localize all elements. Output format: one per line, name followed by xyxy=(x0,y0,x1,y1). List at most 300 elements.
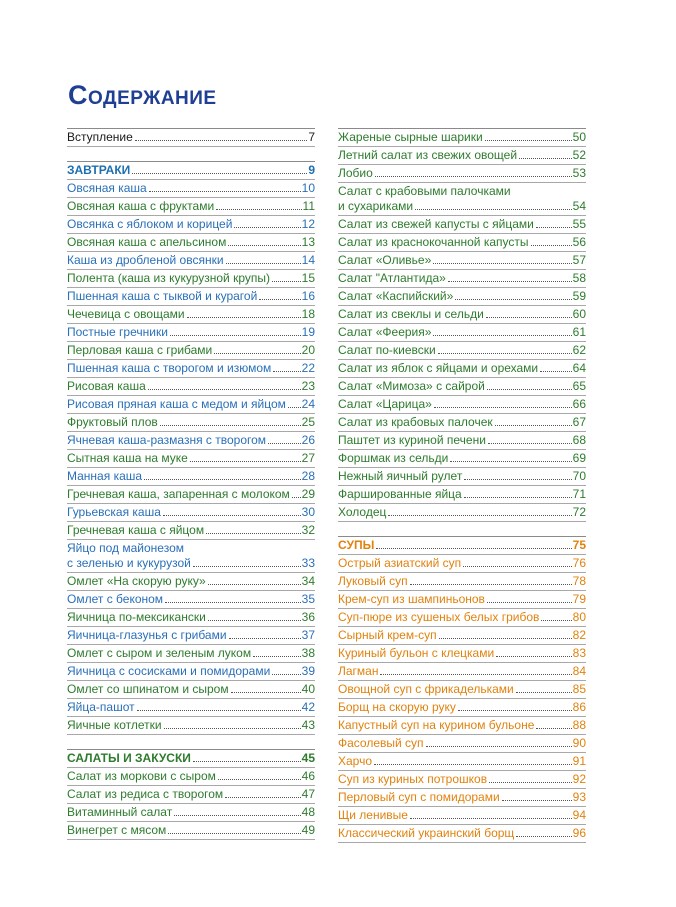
dot-leader xyxy=(463,566,571,567)
toc-page-number: 23 xyxy=(301,379,315,393)
toc-page-number: 34 xyxy=(301,574,315,588)
dot-leader xyxy=(540,371,572,372)
toc-entry-title-line: Салат с крабовыми палочками xyxy=(338,184,511,198)
dot-leader xyxy=(426,746,572,747)
toc-page-number: 78 xyxy=(572,574,586,588)
toc-section-heading[interactable] xyxy=(67,750,315,768)
toc-page-number: 49 xyxy=(301,823,315,837)
toc-entry-title: Яичница с сосисками и помидорами xyxy=(67,664,271,678)
toc-entry-title: Гурьевская каша xyxy=(67,505,161,519)
toc-entry[interactable] xyxy=(338,789,586,807)
toc-entry[interactable] xyxy=(67,681,315,699)
toc-page-number: 84 xyxy=(572,664,586,678)
toc-entry[interactable] xyxy=(338,396,586,414)
toc-entry-title: Холодец xyxy=(338,505,387,519)
toc-entry[interactable] xyxy=(338,378,586,396)
toc-page-number: 40 xyxy=(301,682,315,696)
toc-page-number: 71 xyxy=(572,487,586,501)
toc-entry[interactable] xyxy=(338,609,586,627)
toc-entry-title: Яйца-пашот xyxy=(67,700,135,714)
toc-entry[interactable] xyxy=(67,786,315,804)
toc-page-number: 80 xyxy=(572,610,586,624)
toc-entry[interactable] xyxy=(338,360,586,378)
toc-page-number: 42 xyxy=(301,700,315,714)
dot-leader xyxy=(433,335,571,336)
toc-entry[interactable] xyxy=(67,270,315,288)
toc-entry[interactable] xyxy=(67,522,315,540)
toc-page-number: 75 xyxy=(572,538,586,552)
dot-leader xyxy=(541,620,571,621)
toc-entry-title: Салат из свеклы и сельди xyxy=(338,307,484,321)
toc-entry-title: Острый азиатский суп xyxy=(338,556,462,570)
dot-leader xyxy=(502,800,572,801)
toc-entry[interactable] xyxy=(338,324,586,342)
toc-entry[interactable] xyxy=(338,414,586,432)
toc-entry[interactable] xyxy=(338,753,586,771)
toc-entry-title: Салат по-киевски xyxy=(338,343,436,357)
toc-entry-title: Сытная каша на муке xyxy=(67,451,188,465)
toc-entry-title: Лагман xyxy=(338,664,379,678)
toc-entry-title: Харчо xyxy=(338,754,373,768)
page-title: Содержание xyxy=(68,80,217,110)
toc-entry[interactable] xyxy=(338,432,586,450)
toc-entry[interactable] xyxy=(67,573,315,591)
toc-entry[interactable] xyxy=(338,165,586,183)
dot-leader xyxy=(148,389,301,390)
toc-entry-title: Салат «Мимоза» с сайрой xyxy=(338,379,485,393)
toc-page-number: 12 xyxy=(301,217,315,231)
dot-leader xyxy=(376,548,571,549)
toc-page-number: 79 xyxy=(572,592,586,606)
toc-entry-title: Омлет с беконом xyxy=(67,592,164,606)
toc-page-number: 14 xyxy=(301,253,315,267)
dot-leader xyxy=(486,317,572,318)
toc-page-number: 26 xyxy=(301,433,315,447)
toc-section xyxy=(67,161,315,735)
dot-leader xyxy=(272,281,301,282)
toc-entry[interactable] xyxy=(338,216,586,234)
toc-page-number: 50 xyxy=(572,130,586,144)
toc-entry[interactable] xyxy=(67,486,315,504)
toc-entry-title: Овсяная каша xyxy=(67,181,147,195)
toc-entry[interactable] xyxy=(338,288,586,306)
toc-page-number: 35 xyxy=(301,592,315,606)
toc-entry[interactable] xyxy=(67,216,315,234)
toc-page-number: 33 xyxy=(301,556,315,570)
dot-leader xyxy=(218,779,301,780)
toc-entry-title: Салат "Атлантида» xyxy=(338,271,446,285)
toc-page-number: 27 xyxy=(301,451,315,465)
toc-page-number: 20 xyxy=(301,343,315,357)
toc-entry-title: Фасолевый суп xyxy=(338,736,424,750)
dot-leader xyxy=(375,176,572,177)
toc-entry[interactable] xyxy=(338,645,586,663)
section-gap xyxy=(67,735,315,749)
toc-entry-title: Омлет «На скорую руку» xyxy=(67,574,206,588)
toc-entry[interactable] xyxy=(67,468,315,486)
dot-leader xyxy=(433,263,571,264)
dot-leader xyxy=(225,797,300,798)
toc-entry-title: Борщ на скорую руку xyxy=(338,700,456,714)
dot-leader xyxy=(519,158,572,159)
toc-page-number: 85 xyxy=(572,682,586,696)
dot-leader xyxy=(374,764,572,765)
toc-entry[interactable] xyxy=(338,147,586,165)
toc-entry[interactable] xyxy=(67,768,315,786)
toc-entry[interactable] xyxy=(67,591,315,609)
toc-entry-title: Летний салат из свежих овощей xyxy=(338,148,518,162)
toc-entry[interactable] xyxy=(338,717,586,735)
toc-page-number: 15 xyxy=(301,271,315,285)
toc-page-number: 93 xyxy=(572,790,586,804)
toc-entry[interactable] xyxy=(67,180,315,198)
toc-entry-title: Сырный крем-суп xyxy=(338,628,437,642)
toc-column-left xyxy=(67,128,315,840)
toc-entry-last-line xyxy=(338,199,586,214)
toc-entry[interactable] xyxy=(338,129,586,147)
toc-page-number: 76 xyxy=(572,556,586,570)
toc-page-number: 92 xyxy=(572,772,586,786)
dot-leader xyxy=(259,299,300,300)
toc-page-number: 62 xyxy=(572,343,586,357)
dot-leader xyxy=(536,728,571,729)
toc-page-number: 9 xyxy=(308,163,315,177)
toc-entry[interactable] xyxy=(67,822,315,840)
toc-entry-title: Луковый суп xyxy=(338,574,408,588)
toc-entry[interactable] xyxy=(67,396,315,414)
toc-page-number: 82 xyxy=(572,628,586,642)
toc-entry[interactable] xyxy=(67,627,315,645)
toc-page-number: 57 xyxy=(572,253,586,267)
dot-leader xyxy=(149,191,301,192)
dot-leader xyxy=(187,317,301,318)
dot-leader xyxy=(485,140,572,141)
section-gap xyxy=(67,147,315,161)
toc-entry-title: Омлет с сыром и зеленым луком xyxy=(67,646,252,660)
toc-page-number: 94 xyxy=(572,808,586,822)
toc-section xyxy=(338,536,586,843)
toc-entry[interactable] xyxy=(338,504,586,522)
toc-entry[interactable] xyxy=(67,129,315,147)
dot-leader xyxy=(380,674,571,675)
dot-leader xyxy=(434,407,572,408)
toc-entry-title: Крем-суп из шампиньонов xyxy=(338,592,485,606)
toc-entry[interactable] xyxy=(67,645,315,663)
toc-entry-title: Постные гречники xyxy=(67,325,168,339)
toc-page-number: 66 xyxy=(572,397,586,411)
toc-entry-title: Суп-пюре из сушеных белых грибов xyxy=(338,610,540,624)
toc-page-number: 52 xyxy=(572,148,586,162)
toc-entry[interactable] xyxy=(67,360,315,378)
toc-page-number: 18 xyxy=(301,307,315,321)
dot-leader xyxy=(488,443,572,444)
toc-page-number: 10 xyxy=(301,181,315,195)
dot-leader xyxy=(487,389,572,390)
dot-leader xyxy=(214,353,300,354)
dot-leader xyxy=(234,227,300,228)
toc-entry[interactable] xyxy=(338,306,586,324)
toc-page-number: 25 xyxy=(301,415,315,429)
toc-entry[interactable] xyxy=(67,717,315,735)
toc-entry[interactable] xyxy=(338,807,586,825)
section-title: ЗАВТРАКИ xyxy=(67,163,131,177)
toc-entry-title-line: Яйцо под майонезом xyxy=(67,541,184,555)
dot-leader xyxy=(168,833,300,834)
toc-section xyxy=(67,749,315,840)
dot-leader xyxy=(165,602,301,603)
toc-entry[interactable] xyxy=(67,198,315,216)
dot-leader xyxy=(410,584,572,585)
toc-page-number: 24 xyxy=(301,397,315,411)
toc-entry[interactable] xyxy=(67,342,315,360)
toc-page-number: 46 xyxy=(301,769,315,783)
dot-leader xyxy=(144,479,301,480)
dot-leader xyxy=(193,761,301,762)
toc-page-number: 68 xyxy=(572,433,586,447)
toc-entry-last-line xyxy=(67,556,315,571)
dot-leader xyxy=(450,461,571,462)
toc-entry[interactable] xyxy=(67,663,315,681)
section-title: СУПЫ xyxy=(338,538,375,552)
dot-leader xyxy=(163,515,301,516)
dot-leader xyxy=(190,461,301,462)
toc-entry-title: Манная каша xyxy=(67,469,143,483)
toc-entry-title: Салат «Феерия» xyxy=(338,325,432,339)
dot-leader xyxy=(193,566,301,567)
toc-page-number: 83 xyxy=(572,646,586,660)
toc-entry[interactable] xyxy=(338,825,586,843)
toc-page-number: 43 xyxy=(301,718,315,732)
toc-page-number: 55 xyxy=(572,217,586,231)
toc-page-number: 72 xyxy=(572,505,586,519)
toc-page-number: 48 xyxy=(301,805,315,819)
toc-entry-title: Суп из куриных потрошков xyxy=(338,772,488,786)
dot-leader xyxy=(216,209,301,210)
toc-entry[interactable] xyxy=(338,681,586,699)
toc-page-number: 67 xyxy=(572,415,586,429)
toc-page-number: 29 xyxy=(301,487,315,501)
toc-entry-title: Форшмак из сельди xyxy=(338,451,449,465)
toc-entry[interactable] xyxy=(338,555,586,573)
dot-leader xyxy=(292,497,301,498)
toc-entry-title: Жареные сырные шарики xyxy=(338,130,483,144)
toc-page-number: 37 xyxy=(301,628,315,642)
dot-leader xyxy=(464,497,572,498)
toc-entry[interactable] xyxy=(338,573,586,591)
dot-leader xyxy=(288,407,301,408)
toc-entry[interactable] xyxy=(338,663,586,681)
dot-leader xyxy=(495,425,572,426)
section-title: САЛАТЫ И ЗАКУСКИ xyxy=(67,751,191,765)
toc-entry[interactable] xyxy=(338,234,586,252)
toc-entry-title: Куриный бульон с клецками xyxy=(338,646,495,660)
toc-page-number: 30 xyxy=(301,505,315,519)
dot-leader xyxy=(132,173,307,174)
toc-entry-title: Рисовая пряная каша с медом и яйцом xyxy=(67,397,286,411)
toc-page-number: 39 xyxy=(301,664,315,678)
dot-leader xyxy=(458,710,572,711)
toc-entry-title: Винегрет с мясом xyxy=(67,823,167,837)
toc-entry-title: Фруктовый плов xyxy=(67,415,158,429)
toc-entry-title: Щи ленивые xyxy=(338,808,408,822)
toc-entry-title: Лобио xyxy=(338,166,373,180)
dot-leader xyxy=(208,620,301,621)
toc-page-number: 54 xyxy=(572,199,586,213)
toc-entry-title: Фаршированные яйца xyxy=(338,487,462,501)
toc-entry[interactable] xyxy=(338,270,586,288)
toc-page-number: 69 xyxy=(572,451,586,465)
dot-leader xyxy=(272,674,300,675)
dot-leader xyxy=(268,443,301,444)
toc-entry-title: Овсяная каша с апельсином xyxy=(67,235,227,249)
toc-page-number: 59 xyxy=(572,289,586,303)
toc-entry[interactable] xyxy=(338,771,586,789)
toc-entry[interactable] xyxy=(67,432,315,450)
toc-entry[interactable] xyxy=(67,288,315,306)
dot-leader xyxy=(206,533,301,534)
dot-leader xyxy=(208,584,301,585)
dot-leader xyxy=(388,515,571,516)
toc-entry-title: Пшенная каша с творогом и изюмом xyxy=(67,361,272,375)
toc-entry[interactable] xyxy=(67,378,315,396)
toc-entry-title: Овощной суп с фрикадельками xyxy=(338,682,514,696)
toc-page-number: 19 xyxy=(301,325,315,339)
toc-entry-title: Чечевица с овощами xyxy=(67,307,185,321)
toc-entry-title: Паштет из куриной печени xyxy=(338,433,486,447)
toc-entry[interactable] xyxy=(67,414,315,432)
dot-leader xyxy=(160,425,301,426)
toc-page-number: 91 xyxy=(572,754,586,768)
toc-entry[interactable] xyxy=(338,450,586,468)
dot-leader xyxy=(496,656,571,657)
dot-leader xyxy=(410,818,572,819)
toc-page-number: 36 xyxy=(301,610,315,624)
toc-page-number: 86 xyxy=(572,700,586,714)
dot-leader xyxy=(253,656,301,657)
toc-entry[interactable] xyxy=(338,735,586,753)
toc-entry-title-line: и сухариками xyxy=(338,199,414,213)
toc-page-number: 60 xyxy=(572,307,586,321)
toc-entry-title: Овсянка с яблоком и корицей xyxy=(67,217,233,231)
dot-leader xyxy=(228,245,300,246)
toc-entry[interactable] xyxy=(338,183,586,216)
toc-column-right xyxy=(338,128,586,843)
toc-entry[interactable] xyxy=(338,468,586,486)
toc-page-number: 45 xyxy=(301,751,315,765)
section-gap xyxy=(338,522,586,536)
toc-entry-title-line: с зеленью и кукурузой xyxy=(67,556,191,570)
toc-section-heading[interactable] xyxy=(67,162,315,180)
dot-leader xyxy=(487,602,572,603)
dot-leader xyxy=(531,245,572,246)
toc-entry-title: Салат из краснокочанной капусты xyxy=(338,235,529,249)
toc-entry[interactable] xyxy=(338,699,586,717)
toc-entry-title: Витаминный салат xyxy=(67,805,173,819)
toc-entry[interactable] xyxy=(338,252,586,270)
toc-entry-title: Перловая каша с грибами xyxy=(67,343,213,357)
toc-entry-title: Салат из крабовых палочек xyxy=(338,415,493,429)
toc-entry-title: Салат из моркови с сыром xyxy=(67,769,216,783)
dot-leader xyxy=(536,227,572,228)
toc-entry[interactable] xyxy=(67,540,315,573)
toc-entry-title: Гречневая каша с яйцом xyxy=(67,523,205,537)
toc-page-number: 38 xyxy=(301,646,315,660)
toc-entry-title: Каша из дробленой овсянки xyxy=(67,253,224,267)
toc-entry-title: Вступление xyxy=(67,130,133,144)
toc-page-number: 53 xyxy=(572,166,586,180)
toc-entry-title: Салат «Каспийский» xyxy=(338,289,454,303)
toc-entry[interactable] xyxy=(67,699,315,717)
toc-entry-title: Полента (каша из кукурузной крупы) xyxy=(67,271,270,285)
dot-leader xyxy=(415,209,572,210)
toc-page-number: 28 xyxy=(301,469,315,483)
toc-page-number: 90 xyxy=(572,736,586,750)
toc-entry-title: Яичные котлетки xyxy=(67,718,162,732)
toc-section xyxy=(338,128,586,522)
toc-page-number: 47 xyxy=(301,787,315,801)
dot-leader xyxy=(273,371,300,372)
toc-entry[interactable] xyxy=(338,342,586,360)
dot-leader xyxy=(231,692,301,693)
toc-entry-title: Салат «Оливье» xyxy=(338,253,432,267)
toc-page-number: 64 xyxy=(572,361,586,375)
toc-page-number: 22 xyxy=(301,361,315,375)
toc-entry[interactable] xyxy=(67,306,315,324)
dot-leader xyxy=(448,281,572,282)
dot-leader xyxy=(455,299,571,300)
toc-entry[interactable] xyxy=(67,324,315,342)
toc-entry-title: Салат из редиса с творогом xyxy=(67,787,224,801)
toc-entry[interactable] xyxy=(67,609,315,627)
toc-entry-title: Капустный суп на курином бульоне xyxy=(338,718,535,732)
toc-page-number: 7 xyxy=(308,130,315,144)
dot-leader xyxy=(164,728,301,729)
toc-entry-title: Омлет со шпинатом и сыром xyxy=(67,682,229,696)
toc-entry[interactable] xyxy=(67,234,315,252)
toc-entry[interactable] xyxy=(67,252,315,270)
dot-leader xyxy=(135,140,308,141)
toc-page-number: 65 xyxy=(572,379,586,393)
toc-page-number: 16 xyxy=(301,289,315,303)
toc-page-number: 56 xyxy=(572,235,586,249)
toc-entry[interactable] xyxy=(67,504,315,522)
toc-page-number: 11 xyxy=(302,199,315,213)
dot-leader xyxy=(516,692,572,693)
toc-entry[interactable] xyxy=(67,450,315,468)
dot-leader xyxy=(174,815,300,816)
dot-leader xyxy=(489,782,572,783)
toc-entry-title: Овсяная каша с фруктами xyxy=(67,199,215,213)
toc-page-number: 61 xyxy=(572,325,586,339)
toc-page-number: 70 xyxy=(572,469,586,483)
toc-entry-title: Классический украинский борщ xyxy=(338,826,515,840)
toc-entry[interactable] xyxy=(338,486,586,504)
toc-entry-title: Перловый суп с помидорами xyxy=(338,790,500,804)
toc-entry[interactable] xyxy=(338,627,586,645)
toc-section-heading[interactable] xyxy=(338,537,586,555)
toc-entry-title: Яичница по-мексикански xyxy=(67,610,206,624)
toc-entry-title: Ячневая каша-размазня с творогом xyxy=(67,433,267,447)
toc-entry[interactable] xyxy=(67,804,315,822)
toc-section xyxy=(67,128,315,147)
toc-entry-title: Гречневая каша, запаренная с молоком xyxy=(67,487,290,501)
toc-page-number: 13 xyxy=(301,235,315,249)
toc-entry[interactable] xyxy=(338,591,586,609)
toc-page-number: 96 xyxy=(572,826,586,840)
dot-leader xyxy=(439,638,572,639)
dot-leader xyxy=(516,836,571,837)
dot-leader xyxy=(226,263,301,264)
